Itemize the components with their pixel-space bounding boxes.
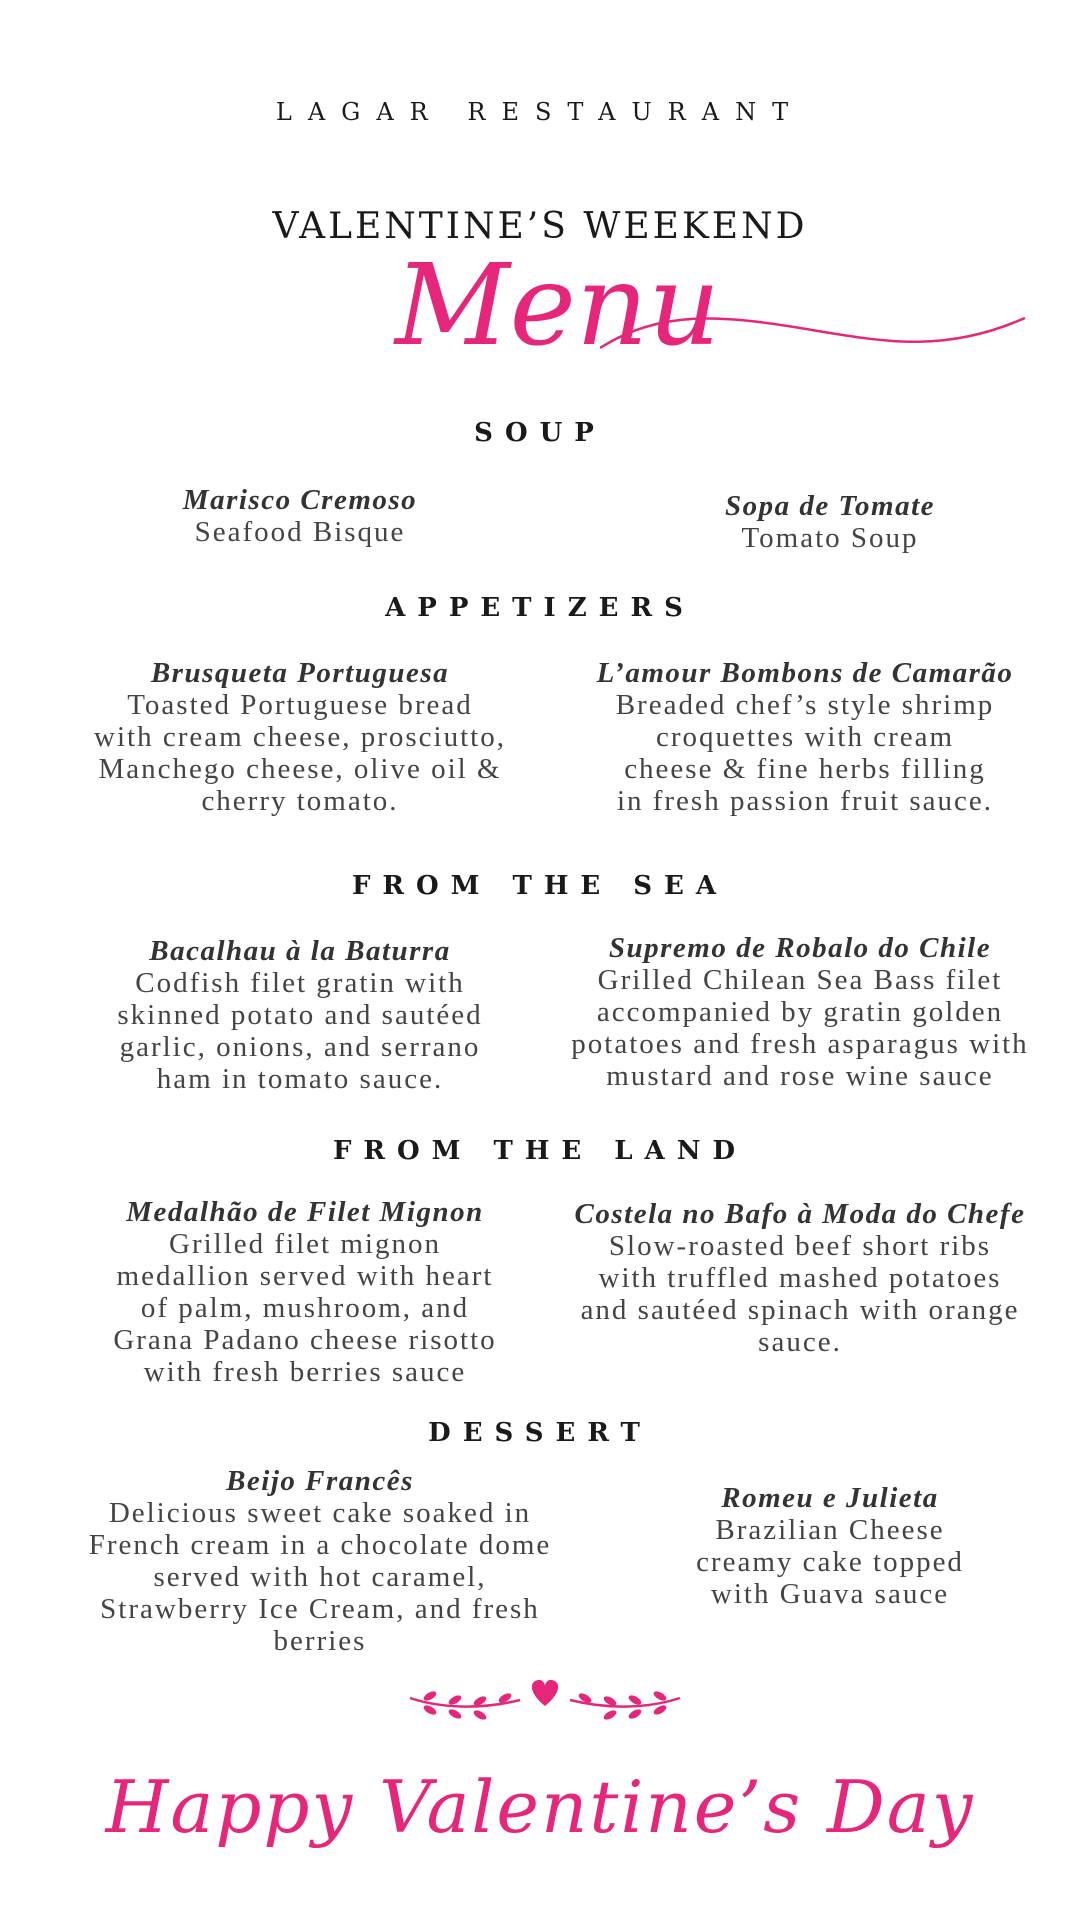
item-name: Marisco Cremoso	[182, 484, 418, 516]
swash-flourish-icon	[600, 300, 1030, 360]
menu-item	[570, 657, 1040, 817]
section-title-dessert: DESSERT	[428, 1418, 652, 1448]
menu-script-title: Menu	[395, 241, 721, 371]
item-name: Sopa de Tomate	[724, 490, 936, 522]
item-description: Codfish filet gratin with skinned potato and sautéed garlic, onions, and serrano ham in tomato sauce.	[117, 967, 483, 1095]
item-description: Tomato Soup	[741, 522, 919, 554]
menu-subtitle: VALENTINE’S WEEKEND	[272, 206, 808, 247]
item-description: Breaded chef’s style shrimp croquettes with cream cheese & fine herbs filling in fresh passion fruit sauce.	[615, 689, 995, 817]
item-description: Brazilian Cheese creamy cake topped with Guava sauce	[696, 1514, 964, 1610]
item-name: Supremo de Robalo do Chile	[608, 932, 992, 964]
menu-item	[660, 490, 1000, 554]
menu-item	[55, 935, 545, 1095]
heart-laurel-divider-icon	[400, 1670, 690, 1730]
menu-item	[55, 657, 545, 817]
item-name: Brusqueta Portuguesa	[150, 657, 450, 689]
menu-item	[40, 1465, 600, 1657]
item-name: Beijo Francês	[226, 1465, 414, 1497]
item-name: Medalhão de Filet Mignon	[126, 1196, 484, 1228]
item-name: L’amour Bombons de Camarão	[596, 657, 1014, 689]
item-description: Delicious sweet cake soaked in French cream in a chocolate dome served with hot caramel, Strawberry Ice Cream, and fresh berries	[88, 1497, 552, 1657]
section-title-land: FROM THE LAND	[332, 1136, 748, 1166]
item-name: Costela no Bafo à Moda do Chefe	[574, 1198, 1026, 1230]
section-title-soup: SOUP	[474, 418, 606, 448]
item-description: Grilled filet mignon medallion served with heart of palm, mushroom, and Grana Padano cheese risotto with fresh berries sauce	[113, 1228, 497, 1388]
menu-item	[650, 1482, 1010, 1610]
menu-item	[45, 1196, 565, 1388]
menu-item	[535, 1198, 1065, 1358]
item-name: Bacalhau à la Baturra	[149, 935, 451, 967]
menu-item	[530, 932, 1070, 1092]
item-description: Grilled Chilean Sea Bass filet accompanied by gratin golden potatoes and fresh asparagus with mustard and rose wine sauce	[571, 964, 1029, 1092]
item-name: Romeu e Julieta	[721, 1482, 939, 1514]
section-title-appetizers: APPETIZERS	[385, 593, 695, 623]
valentines-greeting: Happy Valentine’s Day	[105, 1765, 975, 1849]
item-description: Toasted Portuguese bread with cream cheese, prosciutto, Manchego cheese, olive oil & cherry tomato.	[94, 689, 506, 817]
menu-item	[140, 484, 460, 548]
item-description: Seafood Bisque	[194, 516, 406, 548]
item-description: Slow-roasted beef short ribs with truffled mashed potatoes and sautéed spinach with orange sauce.	[580, 1230, 1020, 1358]
restaurant-name: LAGAR RESTAURANT	[275, 98, 805, 126]
section-title-sea: FROM THE SEA	[351, 871, 729, 901]
